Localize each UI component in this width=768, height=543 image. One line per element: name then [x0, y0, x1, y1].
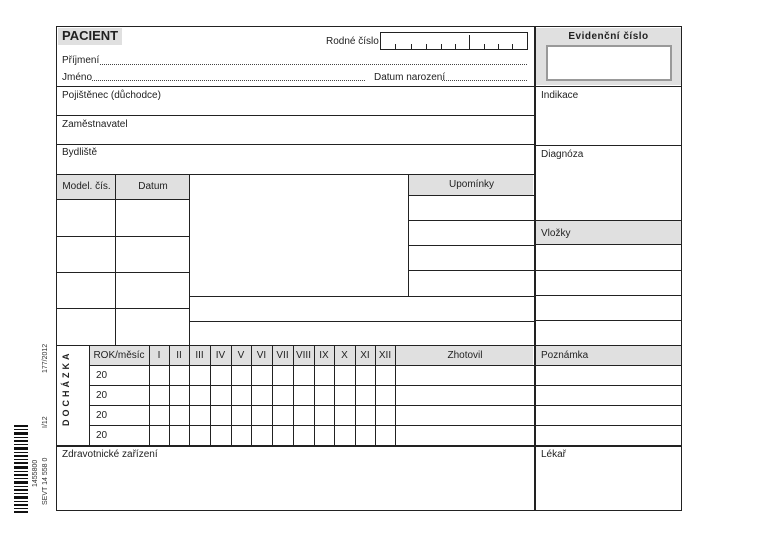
evidencni-cislo-box[interactable] — [546, 45, 672, 81]
divider — [56, 115, 534, 116]
divider — [534, 244, 682, 245]
divider — [56, 86, 534, 87]
divider — [534, 145, 682, 146]
dochazka-title — [61, 350, 81, 436]
zhotovil-label: Zhotovil — [447, 350, 483, 361]
divider — [56, 199, 190, 200]
year-row-4: 20 — [96, 430, 108, 441]
code-i12: I/12 — [42, 416, 49, 428]
prijmeni-label: Příjmení — [62, 55, 100, 66]
divider — [534, 295, 682, 296]
month-label-ii: II — [176, 350, 182, 361]
month-label-x: X — [341, 350, 348, 361]
rc-tick — [455, 44, 456, 49]
year-row-1: 20 — [96, 370, 108, 381]
divider — [534, 385, 682, 386]
model-cis-label: Model. čís. — [62, 181, 111, 192]
month-label-iii: III — [195, 350, 204, 361]
barcode-graphic — [14, 425, 28, 513]
zdravotnicke-label: Zdravotnické zařízení — [62, 449, 158, 460]
upominky-label: Upomínky — [448, 179, 494, 190]
diagnoza-label: Diagnóza — [541, 149, 584, 160]
code-sevt: SEVT 14 558 0 — [42, 457, 49, 505]
divider — [534, 320, 682, 321]
evidencni-cislo-label: Evidenční číslo — [568, 31, 649, 42]
divider — [534, 405, 682, 406]
barcode-number: 1455800 — [32, 459, 39, 487]
bydliste-label: Bydliště — [62, 147, 98, 158]
rc-tick — [411, 44, 412, 49]
rc-tick — [512, 44, 513, 49]
divider — [408, 270, 534, 271]
barcode — [14, 425, 28, 513]
poznamka-label: Poznámka — [541, 350, 589, 361]
datum-label: Datum — [138, 181, 168, 192]
right-column-divider — [534, 26, 536, 511]
divider — [534, 270, 682, 271]
datum-narozeni-label: Datum narození — [374, 72, 446, 83]
month-label-viii: VIII — [295, 350, 311, 361]
dochazka-title-text: DOCHÁZKA — [61, 350, 71, 426]
divider — [89, 385, 534, 386]
divider — [534, 86, 682, 87]
divider — [56, 272, 190, 273]
divider — [56, 445, 682, 447]
rodne-cislo-label: Rodné číslo — [326, 36, 379, 47]
divider — [408, 195, 534, 196]
rc-tick — [426, 44, 427, 49]
jmeno-field[interactable] — [92, 80, 365, 81]
divider — [56, 308, 190, 309]
datum-narozeni-field[interactable] — [442, 80, 527, 81]
rok-mesic-label: ROK/měsíc — [93, 350, 145, 361]
vlozky-label: Vložky — [541, 228, 571, 239]
divider — [408, 220, 534, 221]
year-row-2: 20 — [96, 390, 108, 401]
divider — [56, 144, 534, 145]
month-label-xi: XI — [360, 350, 370, 361]
rc-tick — [395, 44, 396, 49]
code-177: 177/2012 — [42, 343, 49, 373]
divider — [408, 245, 534, 246]
year-row-3: 20 — [96, 410, 108, 421]
rc-tick — [484, 44, 485, 49]
divider — [534, 425, 682, 426]
divider — [89, 365, 534, 366]
month-label-vii: VII — [276, 350, 289, 361]
patient-title: PACIENT — [62, 28, 119, 43]
month-label-iv: IV — [215, 350, 226, 361]
rc-tick — [498, 44, 499, 49]
rodne-cislo-box[interactable] — [380, 32, 528, 50]
month-label-xii: XII — [378, 350, 392, 361]
zamestnavatel-label: Zaměstnavatel — [62, 119, 128, 130]
month-label-v: V — [237, 350, 245, 361]
rc-tick — [441, 44, 442, 49]
divider — [89, 425, 534, 426]
divider — [534, 365, 682, 366]
divider — [189, 296, 534, 297]
divider — [56, 236, 190, 237]
lekar-label: Lékař — [541, 449, 567, 460]
pojistenec-label: Pojištěnec (důchodce) — [62, 90, 161, 101]
month-label-ix: IX — [319, 350, 329, 361]
divider — [89, 405, 534, 406]
prijmeni-field[interactable] — [100, 64, 527, 65]
month-label-vi: VI — [256, 350, 267, 361]
month-label-i: I — [157, 350, 161, 361]
indikace-label: Indikace — [541, 90, 579, 101]
divider — [189, 321, 534, 322]
jmeno-label: Jméno — [62, 72, 93, 83]
rc-slash — [469, 35, 470, 49]
